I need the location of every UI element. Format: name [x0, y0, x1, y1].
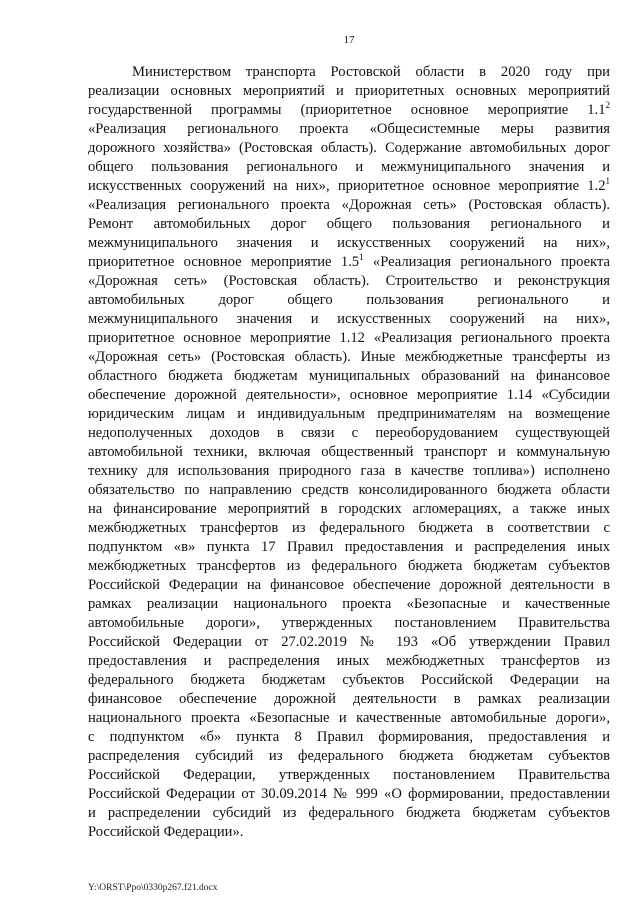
- line-text: на финансирование мероприятий в городских агломерациях, а также иных: [88, 501, 610, 517]
- line-text: приоритетное основное мероприятие 1.5: [88, 254, 360, 270]
- text-line: [88, 63, 610, 82]
- line-text: Ремонт автомобильных дорог общего пользования регионального и: [88, 216, 610, 232]
- text-line: [88, 424, 610, 443]
- text-line: [88, 462, 610, 481]
- text-line: [88, 139, 610, 158]
- line-text: реализации основных мероприятий и приоритетных основных мероприятий: [88, 83, 610, 99]
- text-line: [88, 576, 610, 595]
- text-line: [88, 747, 610, 766]
- line-text: технику для использования природного газа в качестве топлива») исполнено: [88, 463, 610, 479]
- page-number: 17: [343, 34, 355, 46]
- text-line: [88, 652, 610, 671]
- text-line: [88, 500, 610, 519]
- text-line: [88, 177, 610, 196]
- text-line: [88, 405, 610, 424]
- line-text: дорожного хозяйства» (Ростовская область). Содержание автомобильных дорог: [88, 140, 610, 156]
- line-text: общего пользования регионального и межмуниципального значения и: [88, 159, 610, 175]
- line-text: обеспечение дорожной деятельности», основное мероприятие 1.14 «Субсидии: [88, 387, 610, 403]
- text-line: [88, 538, 610, 557]
- line-text: распределения субсидий из федерального бюджета бюджетам субъектов: [88, 748, 610, 764]
- line-text: Российской Федерации на финансовое обеспечение дорожной деятельности в: [88, 577, 610, 593]
- text-line: [88, 728, 610, 747]
- line-text: межмуниципального значения и искусственных сооружений на них»,: [88, 311, 610, 327]
- line-text: искусственных сооружений на них», приоритетное основное мероприятие 1.2: [88, 178, 606, 194]
- text-line: [88, 82, 610, 101]
- line-text: областного бюджета бюджетам муниципальных образований на финансовое: [88, 368, 610, 384]
- document-paragraph: [88, 63, 610, 842]
- text-line: [88, 158, 610, 177]
- line-text: «Реализация регионального проекта «Общесистемные меры развития: [88, 121, 610, 137]
- line-text: Российской Федерации, утвержденных постановлением Правительства: [88, 767, 610, 783]
- line-text: приоритетное основное мероприятие 1.12 «Реализация регионального проекта: [88, 330, 610, 346]
- line-text: межбюджетных трансфертов из федерального бюджета в соответствии с: [88, 520, 610, 536]
- footnote-superscript: 1: [359, 252, 364, 262]
- text-line: [88, 253, 610, 272]
- line-text: подпунктом «в» пункта 17 Правил предоставления и распределения иных: [88, 539, 610, 555]
- footnote-superscript: 1: [605, 176, 610, 186]
- line-text: автомобильные дороги», утвержденных постановлением Правительства: [88, 615, 610, 631]
- line-text: федерального бюджета бюджетам субъектов Российской Федерации на: [88, 672, 610, 688]
- line-text: предоставления и распределения иных межбюджетных трансфертов из: [88, 653, 610, 669]
- text-line: [88, 329, 610, 348]
- text-line: [88, 196, 610, 215]
- text-line: [88, 709, 610, 728]
- text-line: [88, 633, 610, 652]
- text-line: [88, 367, 610, 386]
- text-line: [88, 348, 610, 367]
- line-text: «Дорожная сеть» (Ростовская область). Иные межбюджетные трансферты из: [88, 349, 610, 365]
- line-text: обязательство по направлению средств консолидированного бюджета области: [88, 482, 610, 498]
- line-text: финансовое обеспечение дорожной деятельности в рамках реализации: [88, 691, 610, 707]
- text-line: [88, 557, 610, 576]
- text-line: [88, 519, 610, 538]
- footer-file-path: Y:\ORST\Ppo\0330p267.f21.docx: [88, 883, 218, 893]
- line-text: межбюджетных трансфертов из федерального бюджета бюджетам субъектов: [88, 558, 610, 574]
- line-text: автомобильных дорог общего пользования регионального и: [88, 292, 610, 308]
- footnote-superscript: 2: [605, 100, 610, 110]
- line-text: межмуниципального значения и искусственных сооружений на них»,: [88, 235, 610, 251]
- text-line: [88, 766, 610, 785]
- line-text: недополученных доходов в связи с переоборудованием существующей: [88, 425, 610, 441]
- line-text-continuation: «Реализация регионального проекта: [363, 254, 610, 270]
- text-line: [88, 310, 610, 329]
- line-text: государственной программы (приоритетное основное мероприятие 1.1: [88, 102, 606, 118]
- text-line: [88, 614, 610, 633]
- line-text: и распределении субсидий из федерального бюджета бюджетам субъектов: [88, 805, 610, 821]
- line-text: Российской Федерации».: [88, 824, 244, 840]
- text-line: [88, 671, 610, 690]
- text-line: [88, 215, 610, 234]
- text-line: [88, 101, 610, 120]
- text-line: [88, 272, 610, 291]
- line-text: юридическим лицам и индивидуальным предпринимателям на возмещение: [88, 406, 610, 422]
- line-text: Российской Федерации от 27.02.2019 № 193 «Об утверждении Правил: [88, 634, 610, 650]
- line-text: рамках реализации национального проекта «Безопасные и качественные: [88, 596, 610, 612]
- text-line: [88, 291, 610, 310]
- line-text: Министерством транспорта Ростовской области в 2020 году при: [132, 64, 610, 80]
- text-line: [88, 804, 610, 823]
- text-line: [88, 785, 610, 804]
- line-text: «Реализация регионального проекта «Дорожная сеть» (Ростовская область).: [88, 197, 610, 213]
- line-text: автомобильной техники, включая общественный транспорт и коммунальную: [88, 444, 610, 460]
- line-text: «Дорожная сеть» (Ростовская область). Строительство и реконструкция: [88, 273, 610, 289]
- text-line: [88, 386, 610, 405]
- text-line: [88, 823, 610, 842]
- line-text: Российской Федерации от 30.09.2014 № 999 «О формировании, предоставлении: [88, 786, 610, 802]
- text-line: [88, 690, 610, 709]
- line-text: с подпунктом «б» пункта 8 Правил формирования, предоставления и: [88, 729, 610, 745]
- line-text: национального проекта «Безопасные и качественные автомобильные дороги»,: [88, 710, 610, 726]
- text-line: [88, 120, 610, 139]
- text-line: [88, 443, 610, 462]
- text-line: [88, 234, 610, 253]
- text-line: [88, 481, 610, 500]
- text-line: [88, 595, 610, 614]
